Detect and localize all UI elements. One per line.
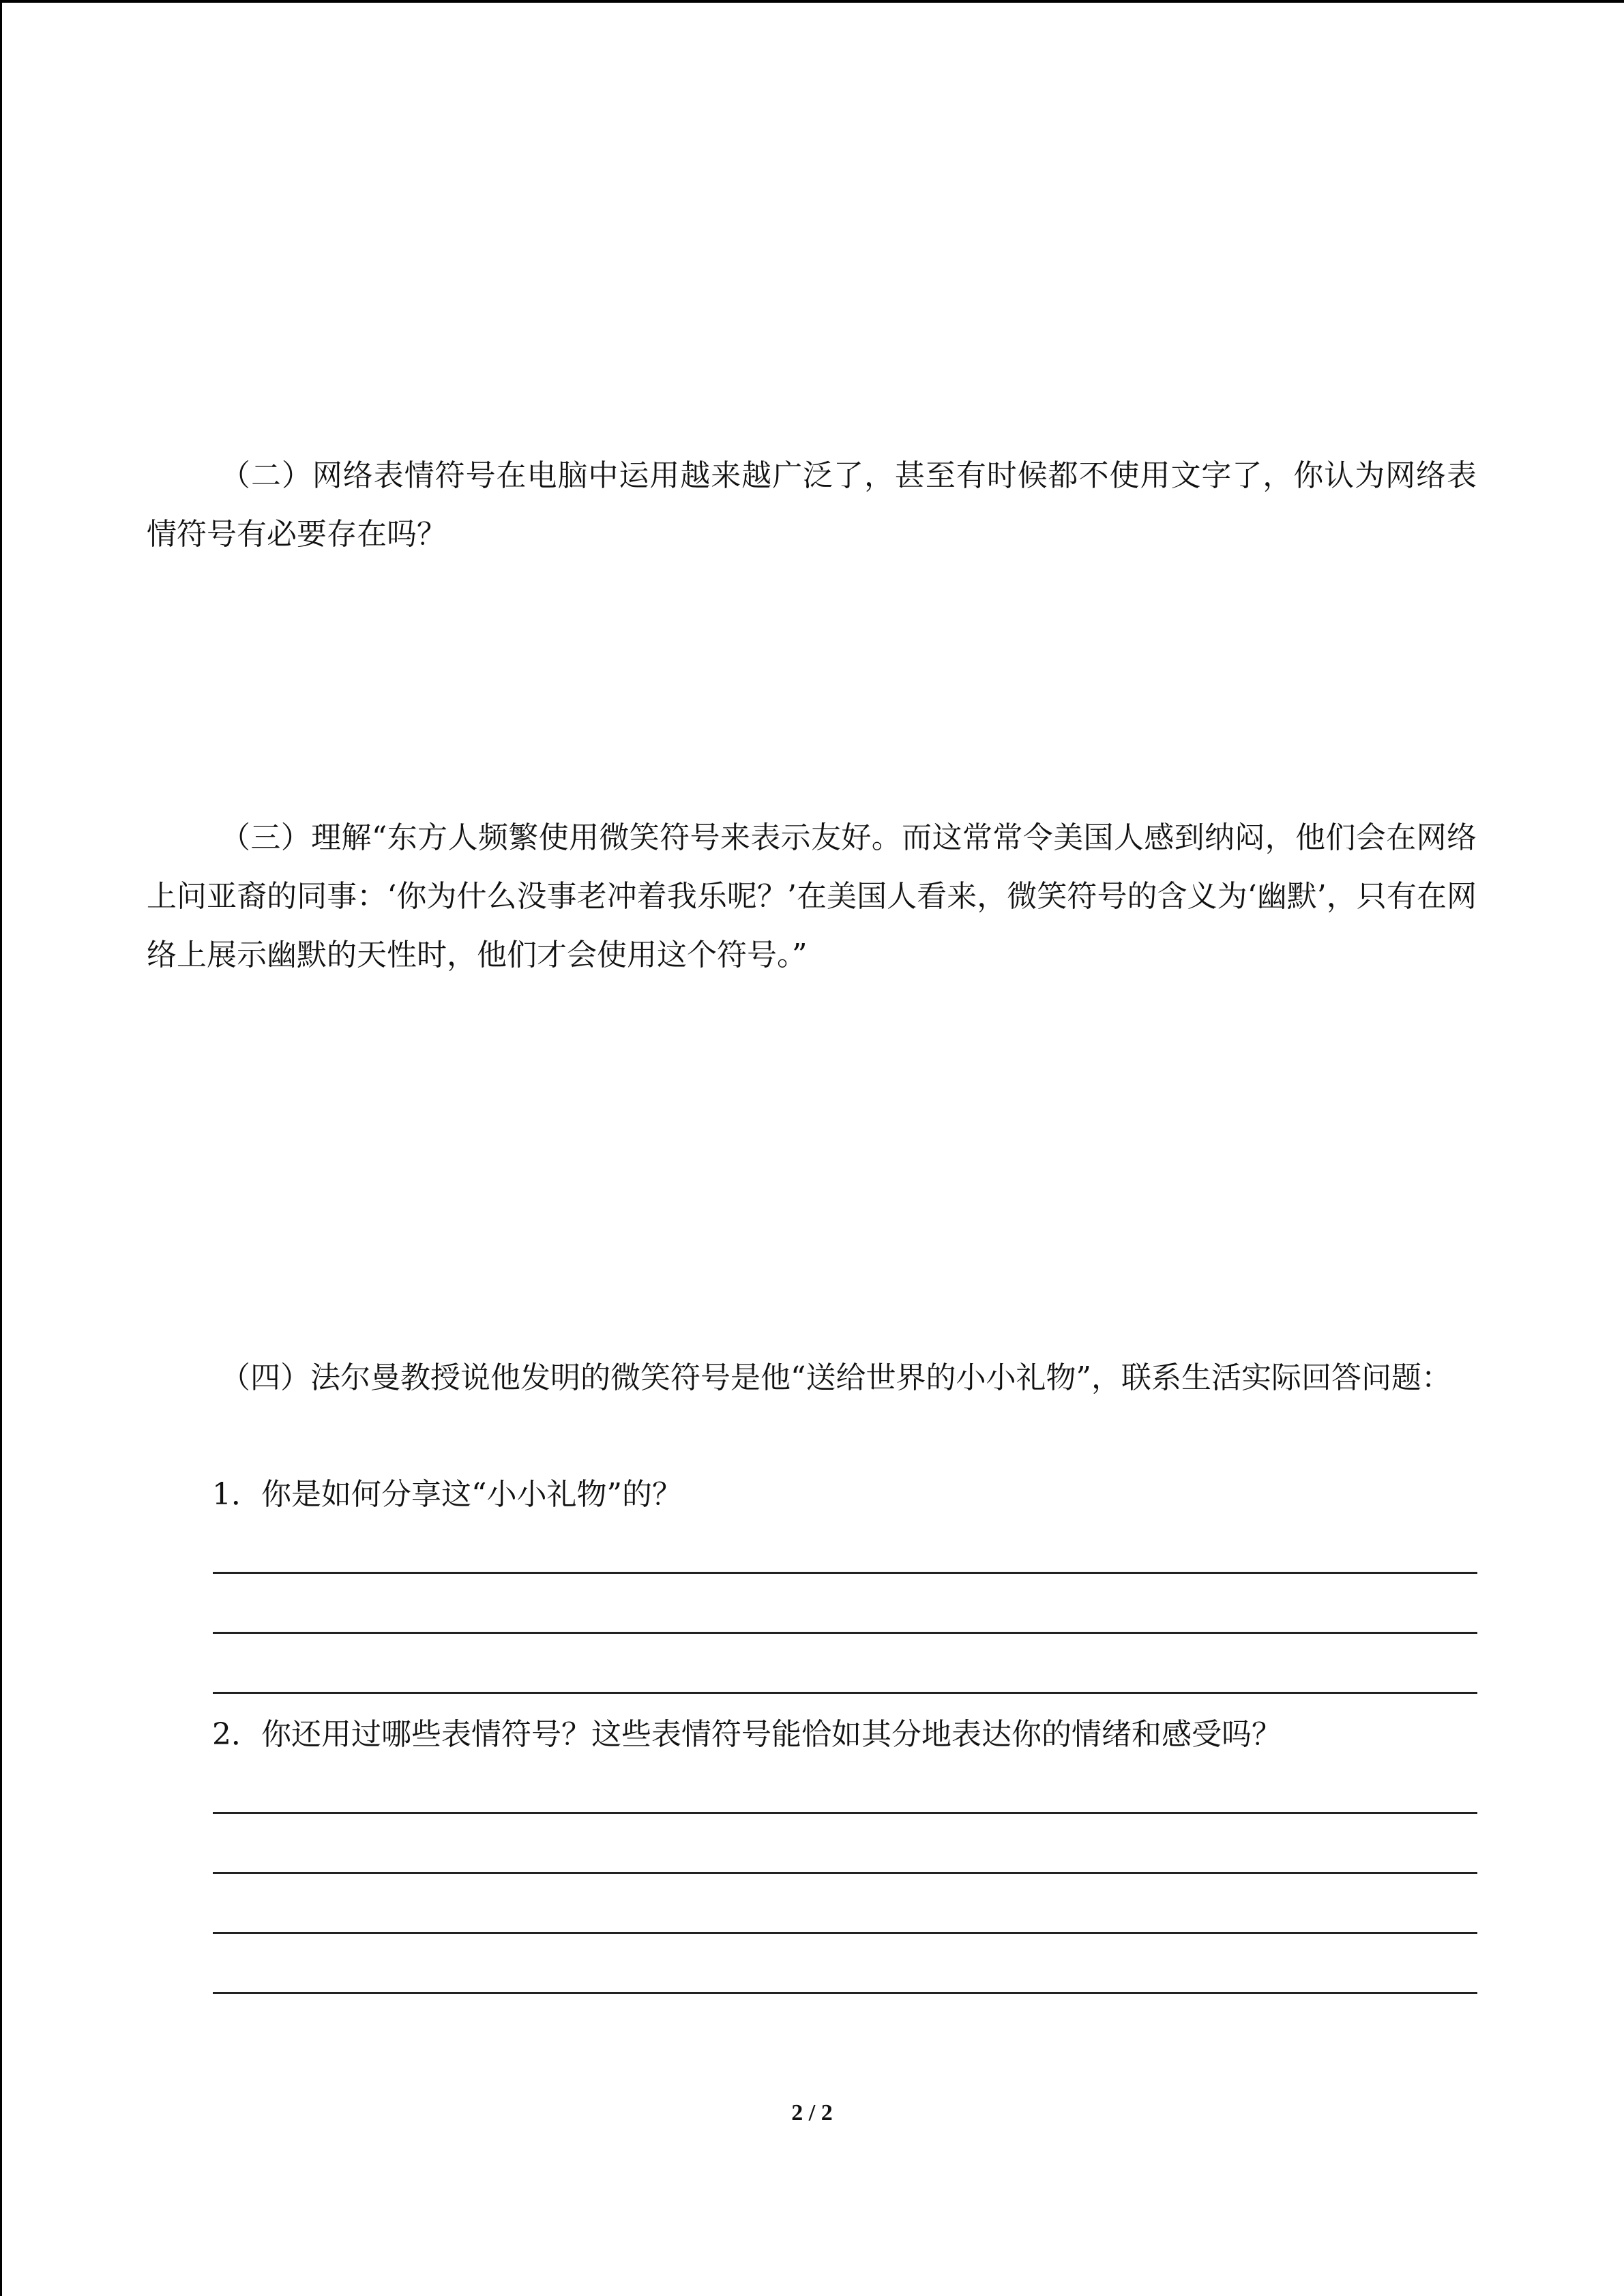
page-number: 2 / 2 <box>791 2100 833 2126</box>
answer-line-2-4[interactable] <box>213 1992 1477 1994</box>
page-left-border <box>0 0 2 2296</box>
answer-line-1-3[interactable] <box>213 1692 1477 1694</box>
page-top-border <box>0 0 1624 3</box>
sub-question-2: 2．你还用过哪些表情符号？这些表情符号能恰如其分地表达你的情绪和感受吗？ <box>212 1717 1282 1752</box>
answer-line-2-1[interactable] <box>213 1812 1477 1814</box>
answer-line-1-2[interactable] <box>213 1632 1477 1634</box>
question-4: （四）法尔曼教授说他发明的微笑符号是他“送给世界的小小礼物”，联系生活实际回答问题： <box>220 1360 1451 1395</box>
question-3: （三）理解“东方人频繁使用微笑符号来表示友好。而这常常令美国人感到纳闷，他们会在网络上问亚裔的同事：‘你为什么没事老冲着我乐呢？’在美国人看来，微笑符号的含义为‘幽默’，只有在网络上展示幽默的天性时，他们才会使用这个符号。” <box>147 820 1477 972</box>
answer-line-2-3[interactable] <box>213 1932 1477 1934</box>
sub-question-1: 1．你是如何分享这“小小礼物”的？ <box>212 1477 682 1512</box>
answer-line-2-2[interactable] <box>213 1872 1477 1874</box>
question-2: （二）网络表情符号在电脑中运用越来越广泛了，甚至有时候都不使用文字了，你认为网络表情符号有必要存在吗？ <box>147 458 1477 552</box>
answer-line-1-1[interactable] <box>213 1572 1477 1574</box>
